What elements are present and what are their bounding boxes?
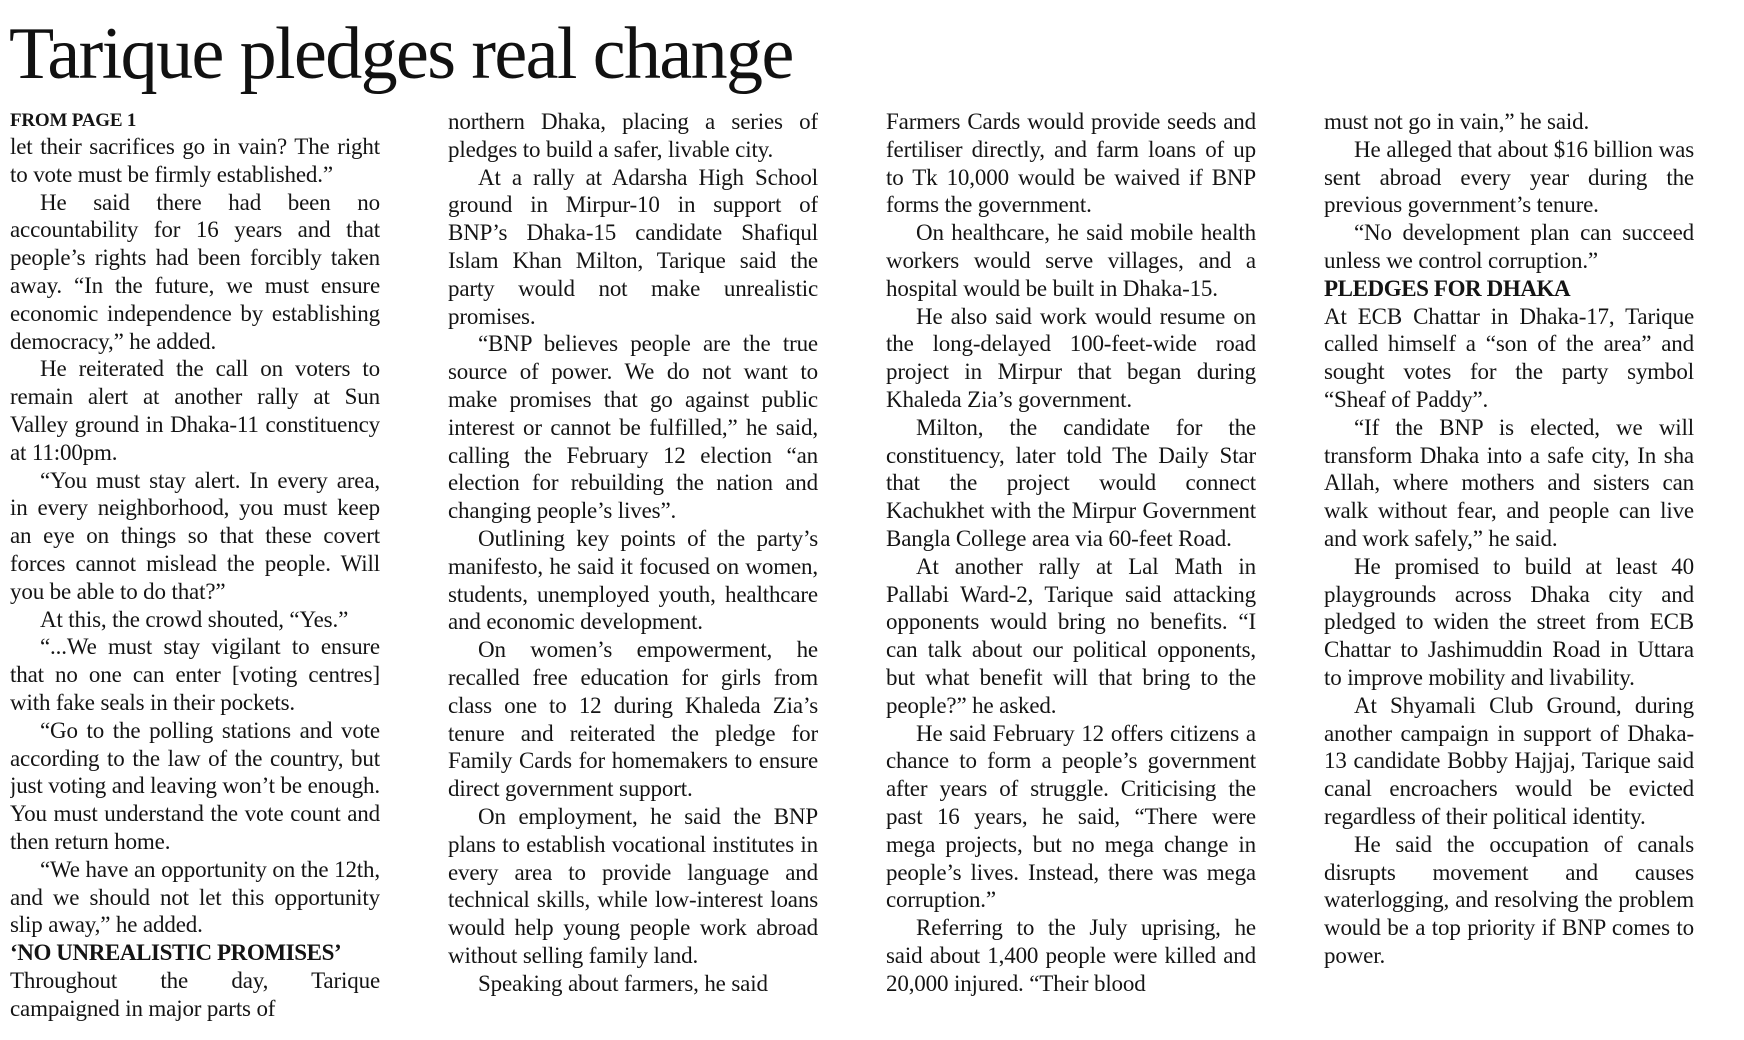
article-paragraph: He also said work would resume on the long-delayed 100-feet-wide road project in Mirpur that began during Khaleda Zia’s government. — [886, 303, 1256, 412]
kicker-from-page: FROM PAGE 1 — [10, 110, 137, 131]
article-paragraph: He promised to build at least 40 playgrounds across Dhaka city and pledged to widen the street from ECB Chattar to Jashimuddin Road in Uttara to improve mobility and livability. — [1324, 553, 1694, 690]
article-paragraph: “...We must stay vigilant to ensure that no one can enter [voting centres] with fake seals in their pockets. — [10, 634, 380, 715]
article-paragraph: northern Dhaka, placing a series of pledges to build a safer, livable city. — [448, 109, 818, 162]
article-paragraph: At Shyamali Club Ground, during another campaign in support of Dhaka-13 candidate Bobby Hajjaj, Tarique said canal encroachers would be evicted regardless of their political identity. — [1324, 692, 1694, 829]
article-paragraph: On healthcare, he said mobile health workers would serve villages, and a hospital would be built in Dhaka-15. — [886, 220, 1256, 301]
article-paragraph: He reiterated the call on voters to remain alert at another rally at Sun Valley ground in Dhaka-11 constituency at 11:00pm. — [10, 356, 380, 465]
article-paragraph: Referring to the July uprising, he said about 1,400 people were killed and 20,000 injured. “Their blood — [886, 915, 1256, 996]
article-paragraph: At ECB Chattar in Dhaka-17, Tarique called himself a “son of the area” and sought votes for the party symbol “Sheaf of Paddy”. — [1324, 303, 1694, 412]
article-paragraph: He alleged that about $16 billion was sent abroad every year during the previous government’s tenure. — [1324, 136, 1694, 218]
section-subhead: PLEDGES FOR DHAKA — [1324, 275, 1571, 301]
article-paragraph: must not go in vain,” he said. — [1324, 109, 1590, 134]
article-column-2 — [448, 108, 818, 1032]
article-paragraph: “If the BNP is elected, we will transform Dhaka into a safe city, In sha Allah, where mothers and sisters can walk without fear, and people can live and work safely,” he said. — [1324, 414, 1694, 551]
article-paragraph: At a rally at Adarsha High School ground in Mirpur-10 in support of BNP’s Dhaka-15 candidate Shafiqul Islam Khan Milton, Tarique said the party would not make unrealistic promises. — [448, 164, 818, 329]
article-paragraph: At this, the crowd shouted, “Yes.” — [40, 606, 349, 632]
article-paragraph: “Go to the polling stations and vote according to the law of the country, but just voting and leaving won’t be enough. You must understand the vote count and then return home. — [10, 717, 380, 854]
article-paragraph: “You must stay alert. In every area, in every neighborhood, you must keep an eye on things so that these covert forces cannot mislead the people. Will you be able to do that?” — [10, 467, 380, 604]
article-paragraph: He said the occupation of canals disrupts movement and causes waterlogging, and resolving the problem would be a top priority if BNP comes to power. — [1324, 831, 1694, 968]
article-paragraph: let their sacrifices go in vain? The right to vote must be firmly established.” — [10, 134, 380, 187]
article-paragraph: Farmers Cards would provide seeds and fertiliser directly, and farm loans of up to Tk 10,000 would be waived if BNP forms the government. — [886, 109, 1256, 218]
article-paragraph: Milton, the candidate for the constituency, later told The Daily Star that the project would connect Kachukhet with the Mirpur Government Bangla College area via 60-feet Road. — [886, 414, 1256, 551]
article-column-3 — [886, 108, 1256, 1032]
article-paragraph: Throughout the day, Tarique campaigned in major parts of — [10, 967, 380, 1021]
article-paragraph: Speaking about farmers, he said — [478, 970, 768, 996]
article-paragraph: On employment, he said the BNP plans to establish vocational institutes in every area to provide language and technical skills, while low-interest loans would help young people work abroad without selling family land. — [448, 803, 818, 968]
article-paragraph: At another rally at Lal Math in Pallabi Ward-2, Tarique said attacking opponents would bring no benefits. “I can talk about our political opponents, but what benefit will that bring to the people?” he asked. — [886, 553, 1256, 718]
article-paragraph: He said February 12 offers citizens a chance to form a people’s government after years of struggle. Criticising the past 16 years, he said, “There were mega projects, but no mega change in people’s lives. Instead, there was mega corruption.” — [886, 720, 1256, 913]
article-column-1 — [10, 108, 380, 1032]
article-paragraph: On women’s empowerment, he recalled free education for girls from class one to 12 during Khaleda Zia’s tenure and reiterated the pledge for Family Cards for homemakers to ensure direct government support. — [448, 637, 818, 802]
section-subhead: ‘NO UNREALISTIC PROMISES’ — [10, 940, 342, 966]
article-paragraph: Outlining key points of the party’s manifesto, he said it focused on women, students, unemployed youth, healthcare and economic development. — [448, 525, 818, 635]
article-paragraph: “BNP believes people are the true source of power. We do not want to make promises that go against public interest or cannot be fulfilled,” he said, calling the February 12 election “an election for rebuilding the nation and changing people’s lives”. — [448, 331, 818, 524]
article-paragraph: “No development plan can succeed unless we control corruption.” — [1324, 220, 1694, 273]
article-paragraph: He said there had been no accountability for 16 years and that people’s rights had been forcibly taken away. “In the future, we must ensure economic independence by establishing democracy,” he added. — [10, 189, 380, 354]
headline: Tarique pledges real change — [9, 13, 793, 95]
article-paragraph: “We have an opportunity on the 12th, and we should not let this opportunity slip away,” he added. — [10, 856, 380, 938]
article-column-4 — [1324, 108, 1694, 1032]
